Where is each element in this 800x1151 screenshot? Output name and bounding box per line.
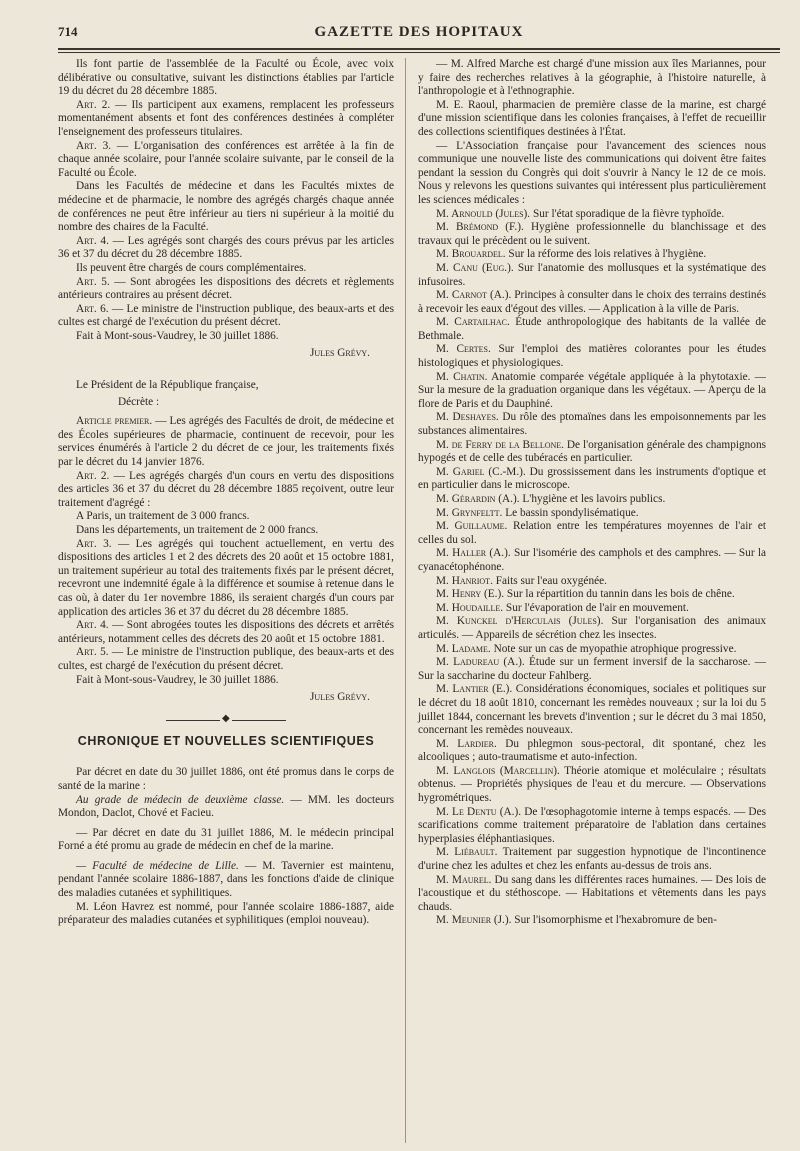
journal-title: GAZETTE DES HOPITAUX: [314, 24, 524, 40]
communication-entry: [418, 289, 766, 316]
article-label: Art. 4.: [76, 619, 109, 632]
italic-lead: Au grade de médecin de deuxième classe.: [76, 793, 285, 806]
decree-heading: [58, 379, 394, 409]
communication-title: De l'organisation générale des champignons hypogés et de celle des tubéracés en particulier.: [418, 438, 766, 465]
paragraph: M. Léon Havrez est nommé, pour l'année scolaire 1886-1887, aide préparateur des maladies cutanées et syphilitiques (emploi nouveau).: [58, 900, 394, 927]
author-name: M. Kunckel d'Herculais (Jules).: [436, 615, 604, 628]
article-paragraph: [58, 538, 394, 620]
author-name: M. Le Dentu (A.).: [436, 805, 522, 818]
communication-title: Note sur un cas de myopathie atrophique progressive.: [490, 642, 737, 655]
article-paragraph: [58, 470, 394, 511]
communication-title: Le bassin spondylisématique.: [502, 506, 639, 519]
author-name: M. Carnot (A.).: [436, 289, 512, 302]
communication-title: Sur l'organisation des animaux articulés. — Appareils de sécrétion chez les insectes.: [418, 615, 766, 641]
author-name: M. Hanriot.: [436, 574, 493, 587]
decrete-line: Décrète :: [118, 395, 160, 408]
right-column: [418, 58, 766, 928]
paragraph-text: — MM. les docteurs Mondon, Daclot, Chové et Facieu.: [58, 793, 394, 820]
communication-title: Traitement par suggestion hypnotique de l'incontinence d'urine chez les adultes et chez les enfants au-dessus de trois ans.: [418, 846, 766, 873]
author-name: M. de Ferry de la Bellone.: [436, 438, 564, 451]
author-name: M. Brémond (F.).: [436, 221, 524, 234]
article-paragraph: [58, 276, 394, 303]
communication-entry: [418, 656, 766, 683]
article-label: Art. 6.: [76, 302, 109, 315]
communication-entry: [418, 846, 766, 873]
communication-entry: [418, 765, 766, 806]
communication-title: Du phlegmon sous-pectoral, dit spontané, chez les alcooliques ; auto-traumatisme et auto-infection.: [418, 737, 766, 764]
paragraph: — L'Association française pour l'avancement des sciences nous communique une nouvelle liste des communications qui doivent être faites pendant la session du Congrès qui doit s'ouvrir à Nancy le 12 de ce mois. Nous y relevons les questions suivantes qui intéressent plus particulièrement les sciences médicales :: [418, 139, 766, 206]
paragraph: [58, 860, 394, 901]
author-name: M. Guillaume.: [436, 520, 508, 533]
header-rule-thin: [58, 52, 780, 53]
communication-entry: [418, 874, 766, 915]
article-text: — Le ministre de l'instruction publique, des beaux-arts et des cultes, est chargé de l'exécution du présent décret.: [58, 646, 394, 672]
communication-entry: [418, 575, 766, 589]
header-rule: [58, 48, 780, 50]
page-number: 714: [58, 24, 78, 39]
article-paragraph: [58, 415, 394, 469]
article-text: — Les agrégés chargés d'un cours en vertu des dispositions des articles 36 et 37 du décret du 28 décembre 1885 reçoivent, outre leur traitement d'agrégé :: [58, 469, 394, 509]
section-ornament: [166, 717, 286, 723]
communication-entry: [418, 411, 766, 438]
article-paragraph: [58, 140, 394, 181]
left-column: [58, 58, 394, 928]
communication-entry: [418, 316, 766, 343]
communication-entry: [418, 493, 766, 507]
author-name: M. Chatin.: [436, 370, 488, 383]
article-text: — Les agrégés sont chargés des cours prévus par les articles 36 et 37 du décret du 28 décembre 1885.: [58, 234, 394, 261]
author-name: M. Lantier (E.).: [436, 683, 513, 696]
communication-title: Du sang dans les différentes races humaines. — Des lois de l'acoustique et du stéthoscope. — Habitations et vêtements dans les pays chauds.: [418, 873, 766, 913]
communication-entry: [418, 208, 766, 222]
article-paragraph: [58, 619, 394, 646]
article-label: Article premier.: [76, 415, 153, 428]
author-name: M. Houdaille.: [436, 601, 504, 614]
communication-title: Sur la répartition du tannin dans les bois de chêne.: [504, 588, 735, 601]
communication-entry: [418, 588, 766, 602]
author-name: M. Deshayes.: [436, 411, 499, 424]
communication-title: Faits sur l'eau oxygénée.: [492, 574, 607, 587]
paragraph: Dans les départements, un traitement de 2 000 francs.: [76, 524, 319, 536]
communication-title: Étude sur un ferment inversif de la saccharose. — Sur la saccharine du docteur Fahlberg.: [418, 656, 766, 682]
communication-entry: [418, 602, 766, 616]
article-label: Art. 3.: [76, 139, 112, 152]
article-label: Art. 5.: [76, 275, 110, 288]
author-name: M. Henry (E.).: [436, 588, 505, 601]
decree-date: Fait à Mont-sous-Vaudrey, le 30 juillet 1886.: [76, 329, 279, 342]
communication-title: Sur l'anatomie des mollusques et la systématique des infusoires.: [418, 261, 766, 288]
article-text: — Sont abrogées toutes les dispositions des décrets et arrêtés antérieurs, notamment celles des décrets des 20 août et 15 octobre 1881.: [58, 619, 394, 645]
author-name: M. Liébault.: [436, 846, 498, 859]
communication-entry: [418, 683, 766, 737]
article-label: Art. 5.: [76, 646, 109, 659]
paragraph-text: — M. Tavernier est maintenu, pendant l'année scolaire 1886-1887, dans les fonctions d'aide de clinique des maladies cutanées et syphilitiques.: [58, 859, 395, 900]
author-name: M. Maurel.: [436, 873, 492, 886]
article-text: — Les agrégés des Facultés de droit, de médecine et des Écoles supérieures de pharmacie, continuent de recevoir, pour les services énumérés à l'article 2 du décret de ce jour, les traitements fixés par le décret du 14 janvier 1876.: [58, 415, 394, 469]
communication-title: Hygiène professionnelle du blanchissage et des travaux qui le précèdent ou le suivent.: [418, 221, 766, 247]
communication-entry: [418, 914, 766, 928]
communication-entry: [418, 262, 766, 289]
communication-entry: [418, 806, 766, 847]
president-line: Le Président de la République française,: [76, 379, 259, 392]
communication-title: Sur l'état sporadique de la fièvre typhoïde.: [530, 207, 725, 220]
communication-entry: [418, 547, 766, 574]
communication-entry: [418, 248, 766, 262]
communication-title: Du grossissement dans les instruments d'optique et en particulier dans le microscope.: [418, 465, 766, 492]
communications-list: [418, 208, 766, 928]
paragraph: Ils font partie de l'assemblée de la Faculté ou École, avec voix délibérative ou consultative, suivant les distinctions établies par l'article 19 du décret du 28 décembre 1885.: [58, 58, 394, 98]
communication-entry: [418, 520, 766, 547]
author-name: M. Cartailhac.: [436, 316, 510, 329]
article-paragraph: [58, 646, 394, 673]
section-title: CHRONIQUE ET NOUVELLES SCIENTIFIQUES: [77, 733, 375, 748]
author-name: M. Grynfeltt.: [436, 506, 503, 519]
page-header: [58, 22, 780, 42]
author-name: M. Brouardel.: [436, 248, 506, 261]
author-name: M. Ladureau (A.).: [436, 656, 525, 669]
communication-title: Sur l'isomérie des camphols et des camphres. — Sur la cyanacétophénone.: [418, 547, 767, 573]
article-label: Art. 2.: [76, 98, 111, 111]
communication-title: Sur l'évaporation de l'air en mouvement.: [503, 601, 689, 614]
paragraph: Dans les Facultés de médecine et dans les Facultés mixtes de médecine et de pharmacie, le nombre des agrégés chargés chaque année de conférences ne peut être inférieur au tiers ni supérieur à la moitié du nombre des chaires de la Faculté.: [58, 180, 394, 234]
column-divider: [405, 58, 406, 1143]
paragraph: [58, 794, 394, 821]
article-text: — Les agrégés qui touchent actuellement, en vertu des dispositions des articles 1 et 2 des décrets des 20 août et 15 octobre 1881, un traitement supérieur au total des traitements fixés par le présent décret, recevront une indemnité égale à la différence et soumise à retenue dans le cas où, à dater du 1er novembre 1886, ils seraient chargés d'un cours par application des articles 36 et 37 du décret du 28 décembre 1885.: [58, 537, 394, 618]
author-name: M. Ladame.: [436, 642, 491, 655]
communication-title: Anatomie comparée végétale appliquée à la phytotaxie. — Sur la mesure de la graduation organique dans les végétaux. — Aperçu de la flore de Paris et du Dauphiné.: [418, 370, 766, 410]
author-name: M. Canu (Eug.).: [436, 261, 514, 274]
communication-title: Du rôle des ptomaïnes dans les empoisonnements par les substances alimentaires.: [418, 411, 766, 438]
article-label: Art. 2.: [76, 469, 110, 482]
paragraph: M. E. Raoul, pharmacien de première classe de la marine, est chargé d'une mission scientifique dans les colonies françaises, à l'effet de recueillir des collections scientifiques destinées à l'État.: [418, 98, 766, 138]
author-name: M. Lardier.: [436, 737, 497, 750]
communication-entry: [418, 343, 766, 370]
communication-title: L'hygiène et les lavoirs publics.: [519, 493, 666, 505]
author-name: M. Arnould (Jules).: [436, 207, 531, 220]
communication-title: Sur la réforme des lois relatives à l'hygiène.: [505, 248, 707, 261]
author-name: M. Langlois (Marcellin).: [436, 764, 560, 777]
author-name: M. Haller (A.).: [436, 547, 511, 560]
communication-entry: [418, 615, 766, 642]
article-paragraph: [58, 235, 394, 262]
communication-title: Théorie atomique et moléculaire ; résultats obtenus. — Propriétés physiques de l'eau et du mercure. — Observations hygrométriques.: [418, 764, 766, 805]
article-paragraph: [58, 99, 394, 140]
article-text: — Ils participent aux examens, remplacent les professeurs momentanément absents et font des conférences destinées à compléter l'enseignement des professeurs titulaires.: [58, 98, 395, 138]
communication-title: Principes à consulter dans le choix des terrains destinés à recevoir les eaux d'égout des villes. — Application à la ville de Paris.: [418, 289, 766, 315]
communication-entry: [418, 221, 766, 248]
communication-title: De l'œsophagotomie interne à temps espacés. — Des scarifications comme traitement préparatoire de l'ablation dans certaines hyperplasies éléphantiasiques.: [418, 805, 766, 845]
author-name: M. Certes.: [436, 343, 491, 356]
communication-entry: [418, 738, 766, 765]
communication-entry: [418, 371, 766, 412]
paragraph: Par décret en date du 30 juillet 1886, ont été promus dans le corps de santé de la marine :: [58, 766, 394, 792]
article-label: Art. 3.: [76, 537, 112, 550]
communication-entry: [418, 507, 766, 521]
signature: Jules Grévy.: [310, 691, 370, 704]
communication-entry: [418, 439, 766, 466]
author-name: M. Meunier (J.).: [436, 914, 512, 927]
italic-lead: — Faculté de médecine de Lille.: [76, 859, 239, 872]
paragraph: — M. Alfred Marche est chargé d'une mission aux îles Mariannes, pour y faire des recherches relatives à la géographie, à l'histoire naturelle, à l'anthropologie et à l'ethnographie.: [418, 58, 766, 98]
communication-title: Relation entre les températures moyennes de l'air et celles du sol.: [418, 520, 766, 546]
paragraph: A Paris, un traitement de 3 000 francs.: [76, 510, 250, 523]
communication-title: Considérations économiques, sociales et politiques sur le décret du 18 août 1810, concernant les remèdes nouveaux ; sur la loi du 5 juillet 1844, concernant les brevets d'invention ; sur le décret du 3 mai 1850, concernant les remèdes nouveaux.: [418, 683, 766, 737]
communication-entry: [418, 643, 766, 657]
article-text: — Sont abrogées les dispositions des décrets et règlements antérieurs contraires au présent décret.: [58, 275, 394, 302]
article-text: — L'organisation des conférences est arrêtée à la fin de chaque année scolaire, pour l'année scolaire suivante, par le conseil de la Faculté ou École.: [58, 139, 394, 179]
author-name: M. Gérardin (A.).: [436, 493, 520, 505]
decree-date: Fait à Mont-sous-Vaudrey, le 30 juillet 1886.: [76, 673, 279, 686]
article-label: Art. 4.: [76, 234, 109, 247]
communication-title: Sur l'isomorphisme et l'hexabromure de ben-: [511, 914, 717, 927]
paragraph: — Par décret en date du 31 juillet 1886, M. le médecin principal Forné a été promu au grade de médecin en chef de la marine.: [58, 826, 394, 853]
article-text: — Le ministre de l'instruction publique, des beaux-arts et des cultes est chargé de l'exécution du présent décret.: [58, 302, 394, 329]
paragraph: Ils peuvent être chargés de cours complémentaires.: [76, 261, 307, 274]
communication-title: Étude anthropologique des habitants de la vallée de Bethmale.: [418, 316, 767, 342]
communication-entry: [418, 466, 766, 493]
article-paragraph: [58, 303, 394, 330]
author-name: M. Gariel (C.-M.).: [436, 465, 526, 478]
communication-title: Sur l'emploi des matières colorantes pour les études histologiques et physiologiques.: [418, 343, 766, 370]
signature: Jules Grévy.: [310, 347, 370, 360]
